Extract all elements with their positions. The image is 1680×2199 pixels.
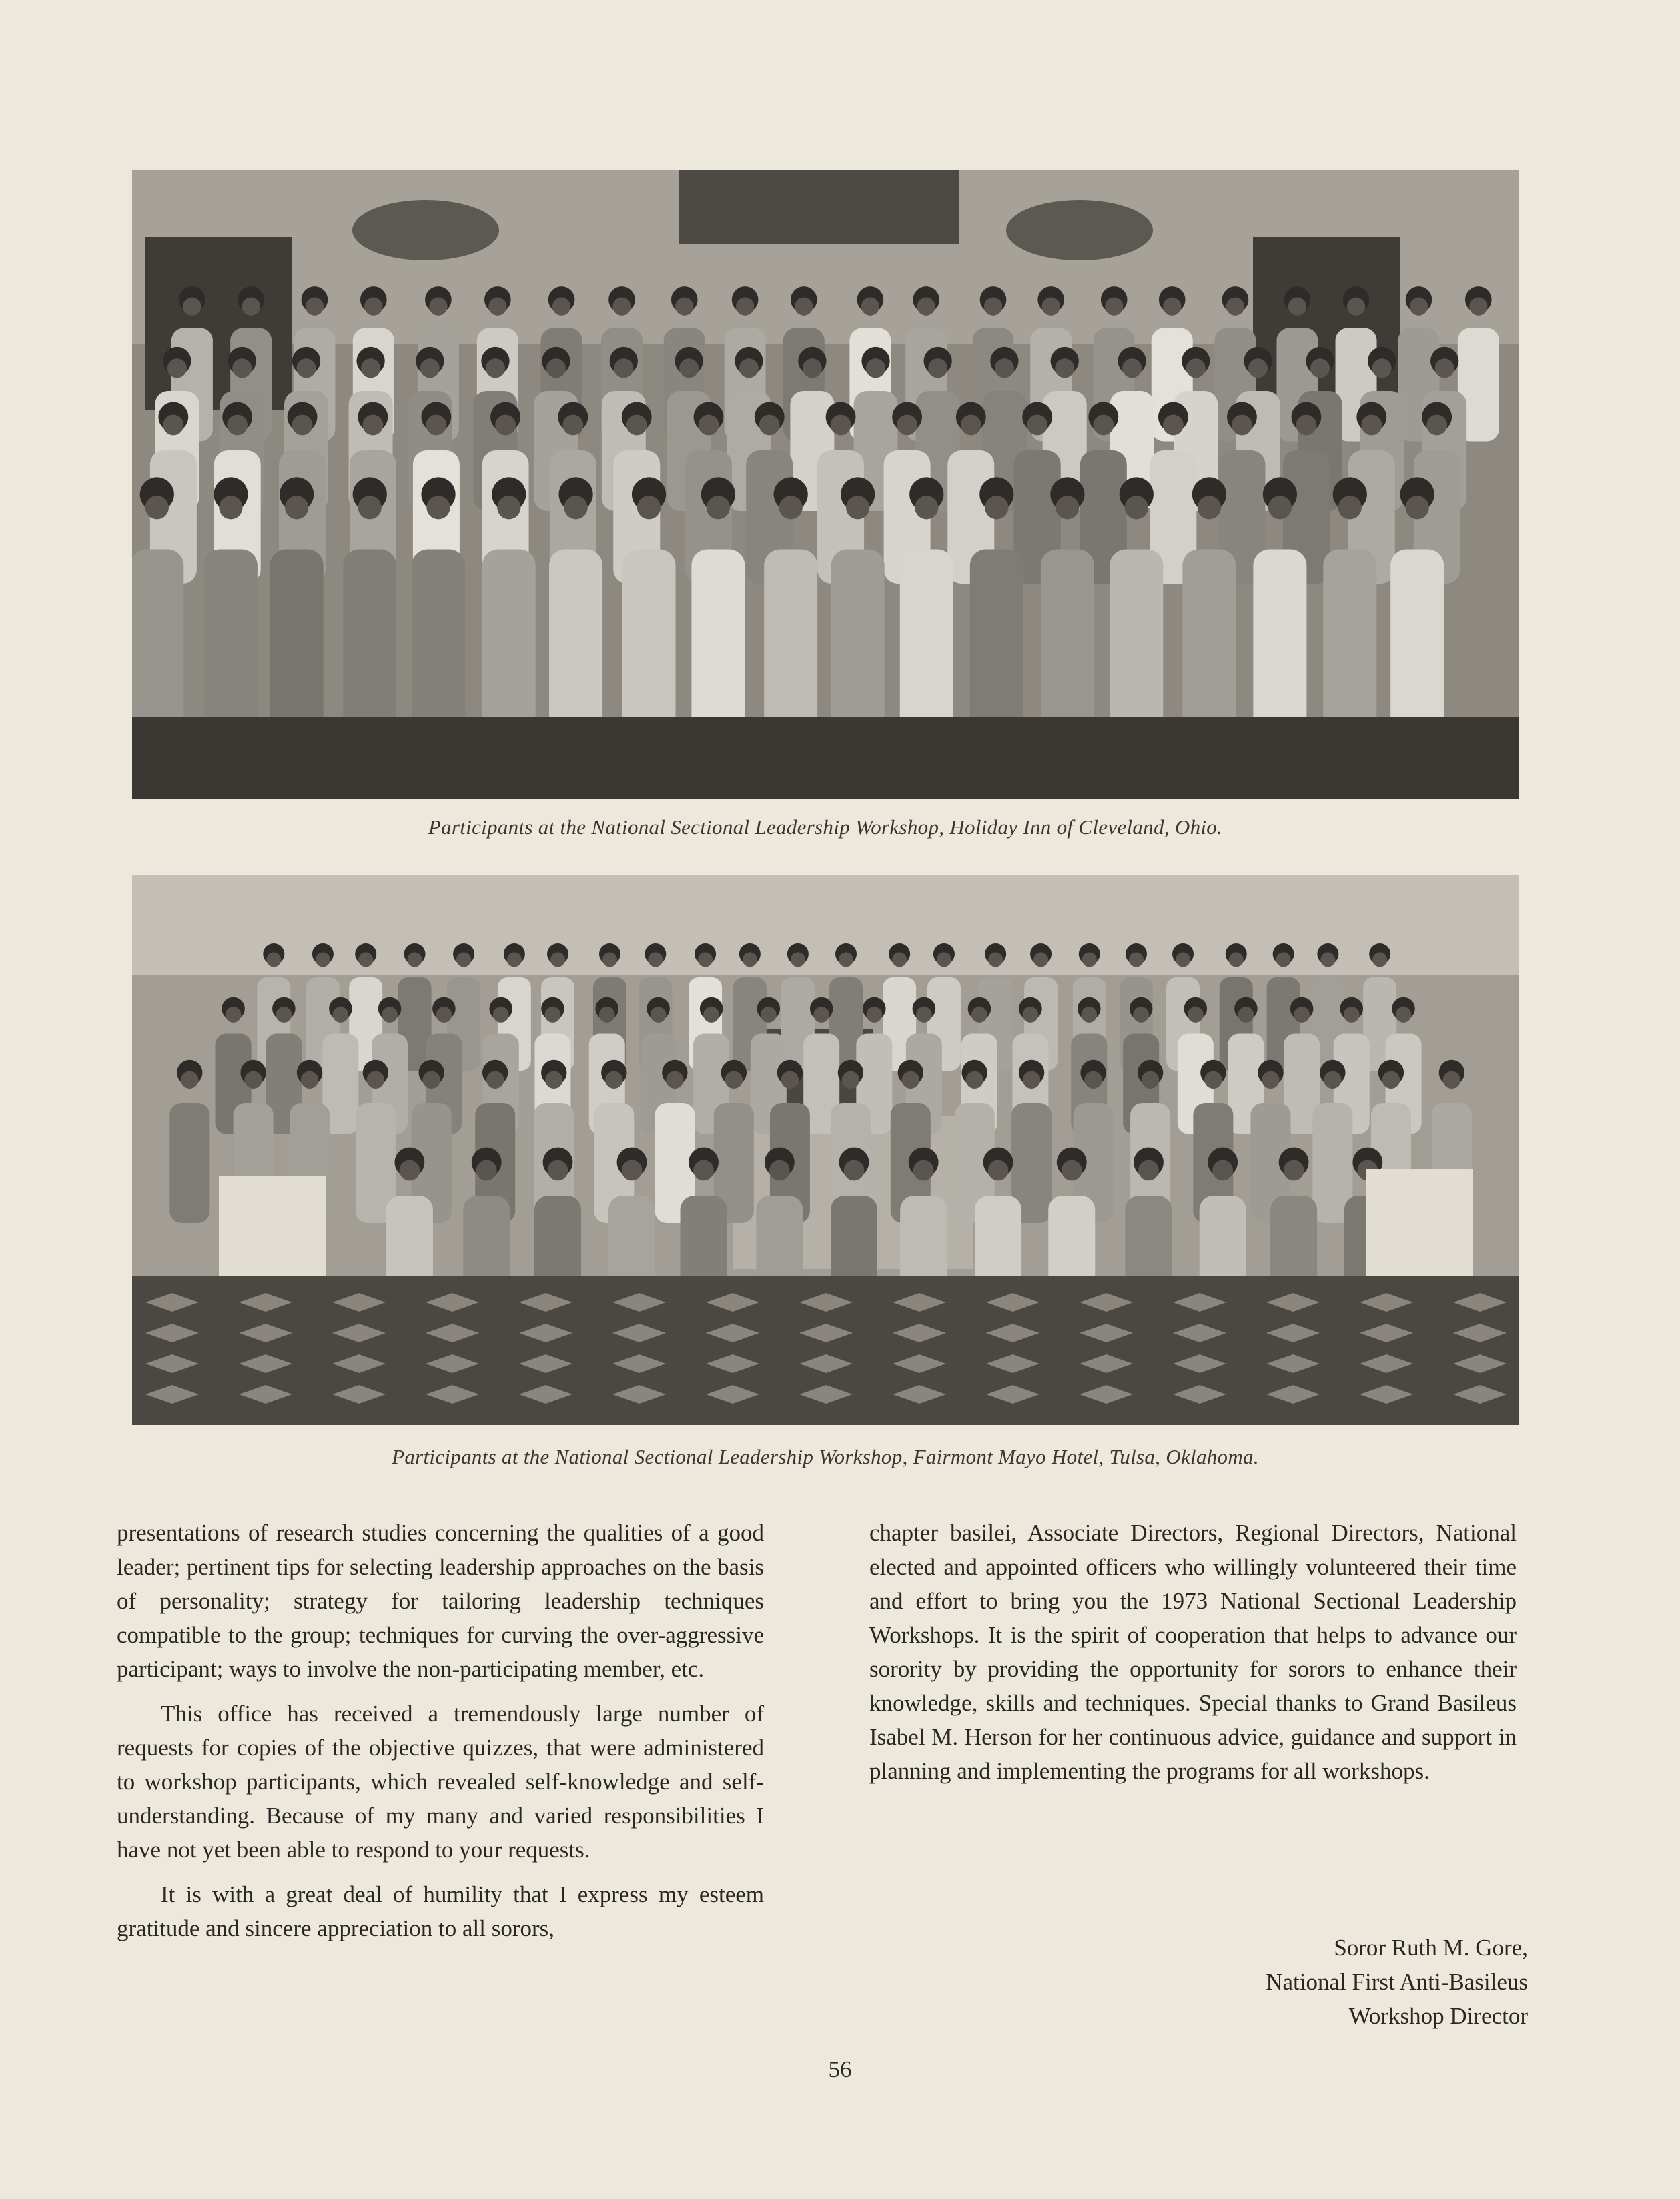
- paragraph: presentations of research studies concerning the qualities of a good leader; pertinent tips for selecting leadership approaches on the basis of personality; strategy for tailoring leadership techniques compatible to the group; techniques for curving the over-aggressive participant; ways to involve the non-participating member, etc.: [117, 1520, 764, 1682]
- paragraph: chapter basilei, Associate Directors, Regional Directors, National elected and appointed officers who willingly volunteered their time and effort to bring you the 1973 National Sectional Leadership Workshops. It is the spirit of cooperation that helps to advance our sorority by providing the opportunity for sorors to enhance their knowledge, skills and techniques. Special thanks to Grand Basileus Isabel M. Herson for her continuous advice, guidance and support in planning and implementing the programs for all workshops.: [869, 1520, 1517, 1784]
- signature-name: Soror Ruth M. Gore,: [1334, 1935, 1528, 1961]
- paragraph: This office has received a tremendously large number of requests for copies of the objective quizzes, that were administered to workshop participants, which revealed self-knowledge and self-understanding. Because of my many and varied responsibilities I have not yet been able to respond to your requests.: [117, 1701, 764, 1863]
- photo-caption: Participants at the National Sectional Leadership Workshop, Holiday Inn of Cleveland, Ohio.: [428, 815, 1223, 839]
- signature-title: National First Anti-Basileus: [1266, 1969, 1528, 1995]
- signature-role: Workshop Director: [1348, 2003, 1528, 2029]
- left-text-column: [117, 1516, 764, 1956]
- right-text-column: [869, 1516, 1517, 1799]
- group-photo-tulsa: [132, 875, 1519, 1425]
- group-photo-tulsa-image: [132, 875, 1519, 1425]
- paragraph: It is with a great deal of humility that I express my esteem gratitude and sincere appreciation to all sorors,: [117, 1881, 764, 1941]
- group-photo-cleveland-image: [132, 170, 1519, 799]
- group-photo-cleveland: [132, 170, 1519, 799]
- photo-caption: Participants at the National Sectional Leadership Workshop, Fairmont Mayo Hotel, Tulsa, Oklahoma.: [392, 1445, 1259, 1468]
- signature-block: [1061, 1931, 1528, 2033]
- page-number: 56: [828, 2056, 852, 2082]
